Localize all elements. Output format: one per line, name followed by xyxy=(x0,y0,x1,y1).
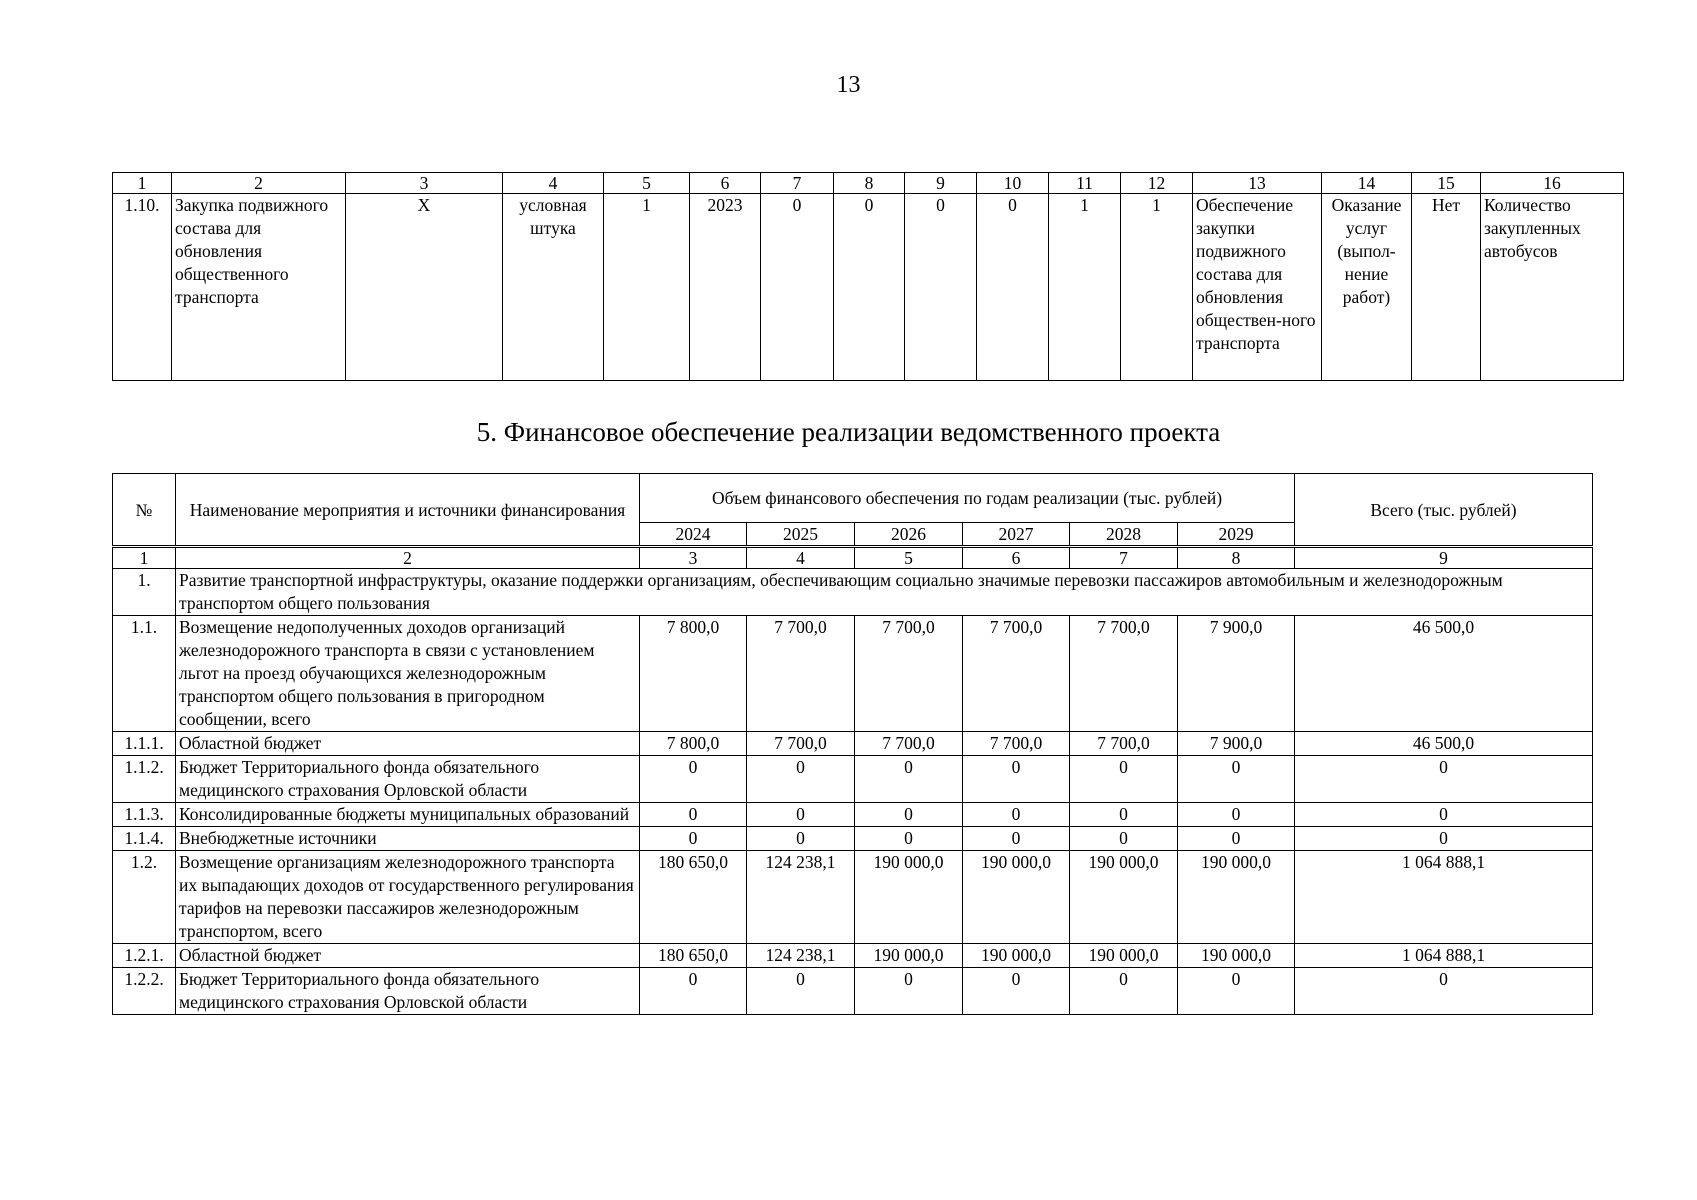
col-number: 7 xyxy=(761,173,834,194)
col-number: 16 xyxy=(1481,173,1624,194)
column-number-row xyxy=(113,547,1593,569)
col-number: 3 xyxy=(346,173,503,194)
total-value: 1 064 888,1 xyxy=(1295,944,1593,968)
cell-col5: 1 xyxy=(604,194,690,381)
col-number: 9 xyxy=(1295,547,1593,569)
cell-col10: 0 xyxy=(977,194,1049,381)
row-number: 1.2.2. xyxy=(113,968,176,1015)
year-value: 190 000,0 xyxy=(1178,944,1295,968)
row-name: Областной бюджет xyxy=(176,944,640,968)
col-number: 2 xyxy=(172,173,346,194)
total-value: 0 xyxy=(1295,827,1593,851)
year-value: 0 xyxy=(855,968,963,1015)
year-value: 190 000,0 xyxy=(1070,944,1178,968)
row-number: 1.1.3. xyxy=(113,803,176,827)
col-number: 7 xyxy=(1070,547,1178,569)
table-row xyxy=(113,732,1593,756)
col-number: 1 xyxy=(113,547,176,569)
total-value: 0 xyxy=(1295,803,1593,827)
column-number-row xyxy=(113,173,1624,194)
cell-col14: Оказание услуг (выпол-нение работ) xyxy=(1322,194,1412,381)
year-value: 7 700,0 xyxy=(747,616,855,732)
total-value: 0 xyxy=(1295,756,1593,803)
total-value: 0 xyxy=(1295,968,1593,1015)
table-row xyxy=(113,851,1593,944)
year-value: 0 xyxy=(747,756,855,803)
row-name: Возмещение недополученных доходов организаций железнодорожного транспорта в связи с установлением льгот на проезд обучающихся железнодорожным транспортом общего пользования в пригородном сообщении, всего xyxy=(176,616,640,732)
table-row xyxy=(113,194,1624,381)
col-number: 6 xyxy=(963,547,1070,569)
year-value: 180 650,0 xyxy=(640,851,747,944)
col-number: 13 xyxy=(1193,173,1322,194)
header-num: № xyxy=(113,474,176,547)
cell-col13: Обеспечение закупки подвижного состава для обновления обществен-ного транспорта xyxy=(1193,194,1322,381)
row-name: Консолидированные бюджеты муниципальных образований xyxy=(176,803,640,827)
cell-col8: 0 xyxy=(834,194,905,381)
header-year: 2029 xyxy=(1178,523,1295,547)
year-value: 7 700,0 xyxy=(855,616,963,732)
row-name: Бюджет Территориального фонда обязательного медицинского страхования Орловской области xyxy=(176,968,640,1015)
year-value: 124 238,1 xyxy=(747,944,855,968)
year-value: 7 700,0 xyxy=(855,732,963,756)
section-row xyxy=(113,569,1593,616)
col-number: 9 xyxy=(905,173,977,194)
col-number: 12 xyxy=(1121,173,1193,194)
total-value: 46 500,0 xyxy=(1295,732,1593,756)
finance-table xyxy=(112,473,1593,1015)
year-value: 0 xyxy=(747,827,855,851)
year-value: 0 xyxy=(747,803,855,827)
row-name: Возмещение организациям железнодорожного транспорта их выпадающих доходов от государственного регулирования тарифов на перевозки пассажиров железнодорожным транспортом, всего xyxy=(176,851,640,944)
year-value: 0 xyxy=(963,756,1070,803)
header-year: 2028 xyxy=(1070,523,1178,547)
table-row xyxy=(113,803,1593,827)
col-number: 2 xyxy=(176,547,640,569)
col-number: 5 xyxy=(855,547,963,569)
year-value: 0 xyxy=(855,827,963,851)
year-value: 190 000,0 xyxy=(1070,851,1178,944)
table-row xyxy=(113,616,1593,732)
col-number: 1 xyxy=(113,173,172,194)
col-number: 14 xyxy=(1322,173,1412,194)
col-number: 8 xyxy=(1178,547,1295,569)
section-title: 5. Финансовое обеспечение реализации ведомственного проекта xyxy=(476,417,1221,447)
year-value: 0 xyxy=(963,968,1070,1015)
measure-name: Закупка подвижного состава для обновления общественного транспорта xyxy=(172,194,346,381)
total-value: 1 064 888,1 xyxy=(1295,851,1593,944)
year-value: 190 000,0 xyxy=(855,851,963,944)
row-number: 1.10. xyxy=(113,194,172,381)
year-value: 0 xyxy=(1178,968,1295,1015)
row-number: 1. xyxy=(113,569,176,616)
measures-table xyxy=(112,172,1624,381)
year-value: 0 xyxy=(640,968,747,1015)
row-number: 1.1. xyxy=(113,616,176,732)
year-value: 0 xyxy=(1178,803,1295,827)
row-number: 1.1.2. xyxy=(113,756,176,803)
year-value: 190 000,0 xyxy=(963,944,1070,968)
cell-col6: 2023 xyxy=(690,194,761,381)
row-name: Бюджет Территориального фонда обязательного медицинского страхования Орловской области xyxy=(176,756,640,803)
col-number: 10 xyxy=(977,173,1049,194)
year-value: 0 xyxy=(1070,803,1178,827)
header-year: 2025 xyxy=(747,523,855,547)
year-value: 0 xyxy=(1070,827,1178,851)
table-row xyxy=(113,827,1593,851)
cell-col15: Нет xyxy=(1412,194,1481,381)
col-number: 6 xyxy=(690,173,761,194)
header-year: 2026 xyxy=(855,523,963,547)
row-name: Внебюджетные источники xyxy=(176,827,640,851)
col-number: 11 xyxy=(1049,173,1121,194)
header-row xyxy=(113,474,1593,523)
header-total: Всего (тыс. рублей) xyxy=(1295,474,1593,547)
total-value: 46 500,0 xyxy=(1295,616,1593,732)
year-value: 7 900,0 xyxy=(1178,616,1295,732)
year-value: 0 xyxy=(640,803,747,827)
year-value: 0 xyxy=(963,827,1070,851)
year-value: 0 xyxy=(855,756,963,803)
year-value: 0 xyxy=(747,968,855,1015)
header-year: 2024 xyxy=(640,523,747,547)
year-value: 7 700,0 xyxy=(963,616,1070,732)
cell-col9: 0 xyxy=(905,194,977,381)
year-value: 0 xyxy=(855,803,963,827)
cell-col11: 1 xyxy=(1049,194,1121,381)
col-number: 4 xyxy=(503,173,604,194)
year-value: 0 xyxy=(1070,756,1178,803)
row-number: 1.2.1. xyxy=(113,944,176,968)
year-value: 7 700,0 xyxy=(963,732,1070,756)
year-value: 7 900,0 xyxy=(1178,732,1295,756)
col-number: 4 xyxy=(747,547,855,569)
row-number: 1.2. xyxy=(113,851,176,944)
col-number: 3 xyxy=(640,547,747,569)
year-value: 7 800,0 xyxy=(640,616,747,732)
year-value: 0 xyxy=(1070,968,1178,1015)
table-row xyxy=(113,968,1593,1015)
cell-col7: 0 xyxy=(761,194,834,381)
year-value: 180 650,0 xyxy=(640,944,747,968)
finance-rows xyxy=(113,616,1593,1015)
year-value: 0 xyxy=(1178,756,1295,803)
header-year: 2027 xyxy=(963,523,1070,547)
row-number: 1.1.1. xyxy=(113,732,176,756)
header-name: Наименование мероприятия и источники финансирования xyxy=(176,474,640,547)
year-value: 7 800,0 xyxy=(640,732,747,756)
col-number: 8 xyxy=(834,173,905,194)
cell-col12: 1 xyxy=(1121,194,1193,381)
col-number: 5 xyxy=(604,173,690,194)
header-volume: Объем финансового обеспечения по годам реализации (тыс. рублей) xyxy=(640,474,1295,523)
cell-col16: Количество закупленных автобусов xyxy=(1481,194,1624,381)
table-row xyxy=(113,756,1593,803)
year-value: 0 xyxy=(963,803,1070,827)
year-value: 190 000,0 xyxy=(1178,851,1295,944)
row-name: Областной бюджет xyxy=(176,732,640,756)
year-value: 0 xyxy=(640,827,747,851)
year-value: 0 xyxy=(640,756,747,803)
year-value: 124 238,1 xyxy=(747,851,855,944)
page-number: 13 xyxy=(836,72,861,98)
col-number: 15 xyxy=(1412,173,1481,194)
year-value: 0 xyxy=(1178,827,1295,851)
unit-cell: условная штука xyxy=(503,194,604,381)
year-value: 7 700,0 xyxy=(1070,732,1178,756)
table-row xyxy=(113,944,1593,968)
row-number: 1.1.4. xyxy=(113,827,176,851)
cell-col3: Х xyxy=(346,194,503,381)
year-value: 7 700,0 xyxy=(747,732,855,756)
section-text: Развитие транспортной инфраструктуры, оказание поддержки организациям, обеспечивающим социально значимые перевозки пассажиров автомобильным и железнодорожным транспортом общего пользования xyxy=(176,569,1593,616)
year-value: 190 000,0 xyxy=(963,851,1070,944)
year-value: 190 000,0 xyxy=(855,944,963,968)
year-value: 7 700,0 xyxy=(1070,616,1178,732)
